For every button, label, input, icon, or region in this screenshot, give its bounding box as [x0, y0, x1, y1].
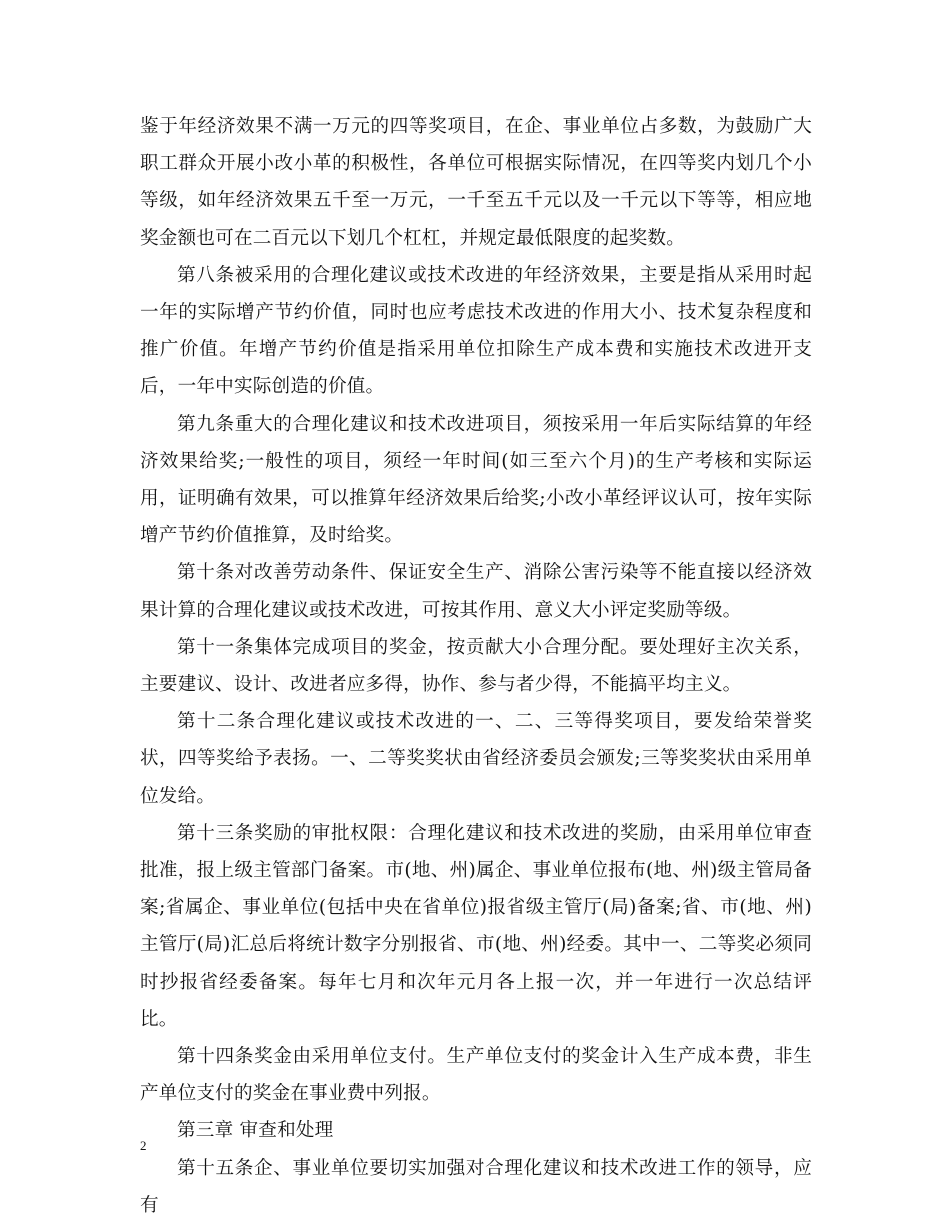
page-number: 2 [140, 1138, 147, 1153]
paragraph-article-14: 第十四条奖金由采用单位支付。生产单位支付的奖金计入生产成本费，非生产单位支付的奖金在事业费中列报。 [140, 1046, 812, 1105]
paragraph-article-8: 第八条被采用的合理化建议或技术改进的年经济效果，主要是指从采用时起一年的实际增产节约价值，同时也应考虑技术改进的作用大小、技术复杂程度和推广价值。年增产节约价值是指采用单位扣除生产成本费和实施技术改进开支后，一年中实际创造的价值。 [140, 264, 812, 398]
paragraph-article-12: 第十二条合理化建议或技术改进的一、二、三等得奖项目，要发给荣誉奖状，四等奖给予表扬。一、二等奖奖状由省经济委员会颁发;三等奖奖状由采用单位发给。 [140, 711, 812, 807]
paragraph-article-13: 第十三条奖励的审批权限：合理化建议和技术改进的奖励，由采用单位审查批准，报上级主管部门备案。市(地、州)属企、事业单位报布(地、州)级主管局备案;省属企、事业单位(包括中央在省单位)报省级主管厅(局)备案;省、市(地、州)主管厅(局)汇总后将统计数字分别报省、市(地、州)经委。其中一、二等奖必须同时抄报省经委备案。每年七月和次年元月各上报一次，并一年进行一次总结评比。 [140, 822, 812, 1030]
paragraph-article-10: 第十条对改善劳动条件、保证安全生产、消除公害污染等不能直接以经济效果计算的合理化建议或技术改进，可按其作用、意义大小评定奖励等级。 [140, 562, 812, 621]
paragraph-1: 鉴于年经济效果不满一万元的四等奖项目，在企、事业单位占多数，为鼓励广大职工群众开展小改小革的积极性，各单位可根据实际情况，在四等奖内划几个小等级，如年经济效果五千至一万元，一千至五千元以及一千元以下等等，相应地奖金额也可在二百元以下划几个杠杠，并规定最低限度的起奖数。 [140, 116, 812, 249]
document-body [140, 108, 812, 1224]
paragraph-article-15: 第十五条企、事业单位要切实加强对合理化建议和技术改进工作的领导，应有 [140, 1157, 812, 1216]
paragraph-article-11: 第十一条集体完成项目的奖金，按贡献大小合理分配。要处理好主次关系，主要建议、设计、改进者应多得，协作、参与者少得，不能搞平均主义。 [140, 636, 812, 696]
paragraph-article-9: 第九条重大的合理化建议和技术改进项目，须按采用一年后实际结算的年经济效果给奖;一般性的项目，须经一年时间(如三至六个月)的生产考核和实际运用，证明确有效果，可以推算年经济效果后给奖;小改小革经评议认可，按年实际增产节约价值推算，及时给奖。 [140, 413, 812, 547]
chapter-heading: 第三章 审查和处理 [177, 1120, 334, 1142]
